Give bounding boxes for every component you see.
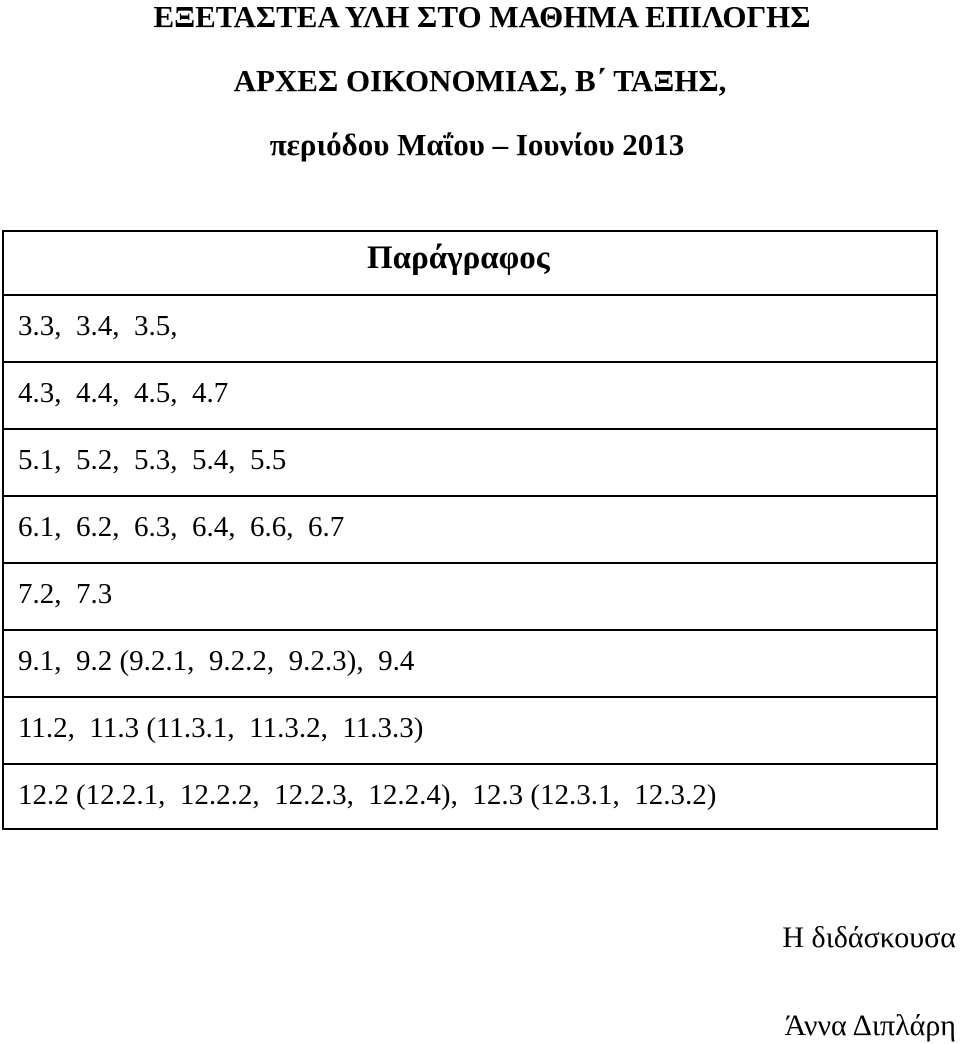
- paragraph-list: 11.2, 11.3 (11.3.1, 11.3.2, 11.3.3): [18, 712, 424, 744]
- paragraph-list: 9.1, 9.2 (9.2.1, 9.2.2, 9.2.3), 9.4: [18, 645, 415, 677]
- syllabus-table: [2, 230, 938, 830]
- paragraph-list: 7.2, 7.3: [18, 578, 113, 610]
- table-row: [4, 497, 936, 564]
- exam-period: περιόδου Μαΐου – Ιουνίου 2013: [269, 127, 685, 162]
- signature-role: Η διδάσκουσα: [782, 921, 956, 954]
- table-row: [4, 564, 936, 631]
- paragraph-list: 12.2 (12.2.1, 12.2.2, 12.2.3, 12.2.4), 12.3 (12.3.1, 12.3.2): [18, 779, 717, 811]
- table-row: [4, 631, 936, 698]
- paragraph-list: 5.1, 5.2, 5.3, 5.4, 5.5: [18, 444, 287, 476]
- table-row: [4, 296, 936, 363]
- table-row: [4, 698, 936, 765]
- course-subtitle: ΑΡΧΕΣ ΟΙΚΟΝΟΜΙΑΣ, Β΄ ΤΑΞΗΣ,: [233, 63, 727, 98]
- document-title: ΕΞΕΤΑΣΤΕΑ ΥΛΗ ΣΤΟ ΜΑΘΗΜΑ ΕΠΙΛΟΓΗΣ: [153, 0, 811, 34]
- signature-name: Άννα Διπλάρη: [784, 1009, 956, 1042]
- table-row: [4, 430, 936, 497]
- table-row: [4, 363, 936, 430]
- table-header-label: Παράγραφος: [367, 240, 550, 276]
- paragraph-list: 4.3, 4.4, 4.5, 4.7: [18, 377, 229, 409]
- paragraph-list: 6.1, 6.2, 6.3, 6.4, 6.6, 6.7: [18, 511, 345, 543]
- table-row: [4, 765, 936, 828]
- paragraph-list: 3.3, 3.4, 3.5,: [18, 310, 178, 342]
- table-header: [4, 232, 936, 296]
